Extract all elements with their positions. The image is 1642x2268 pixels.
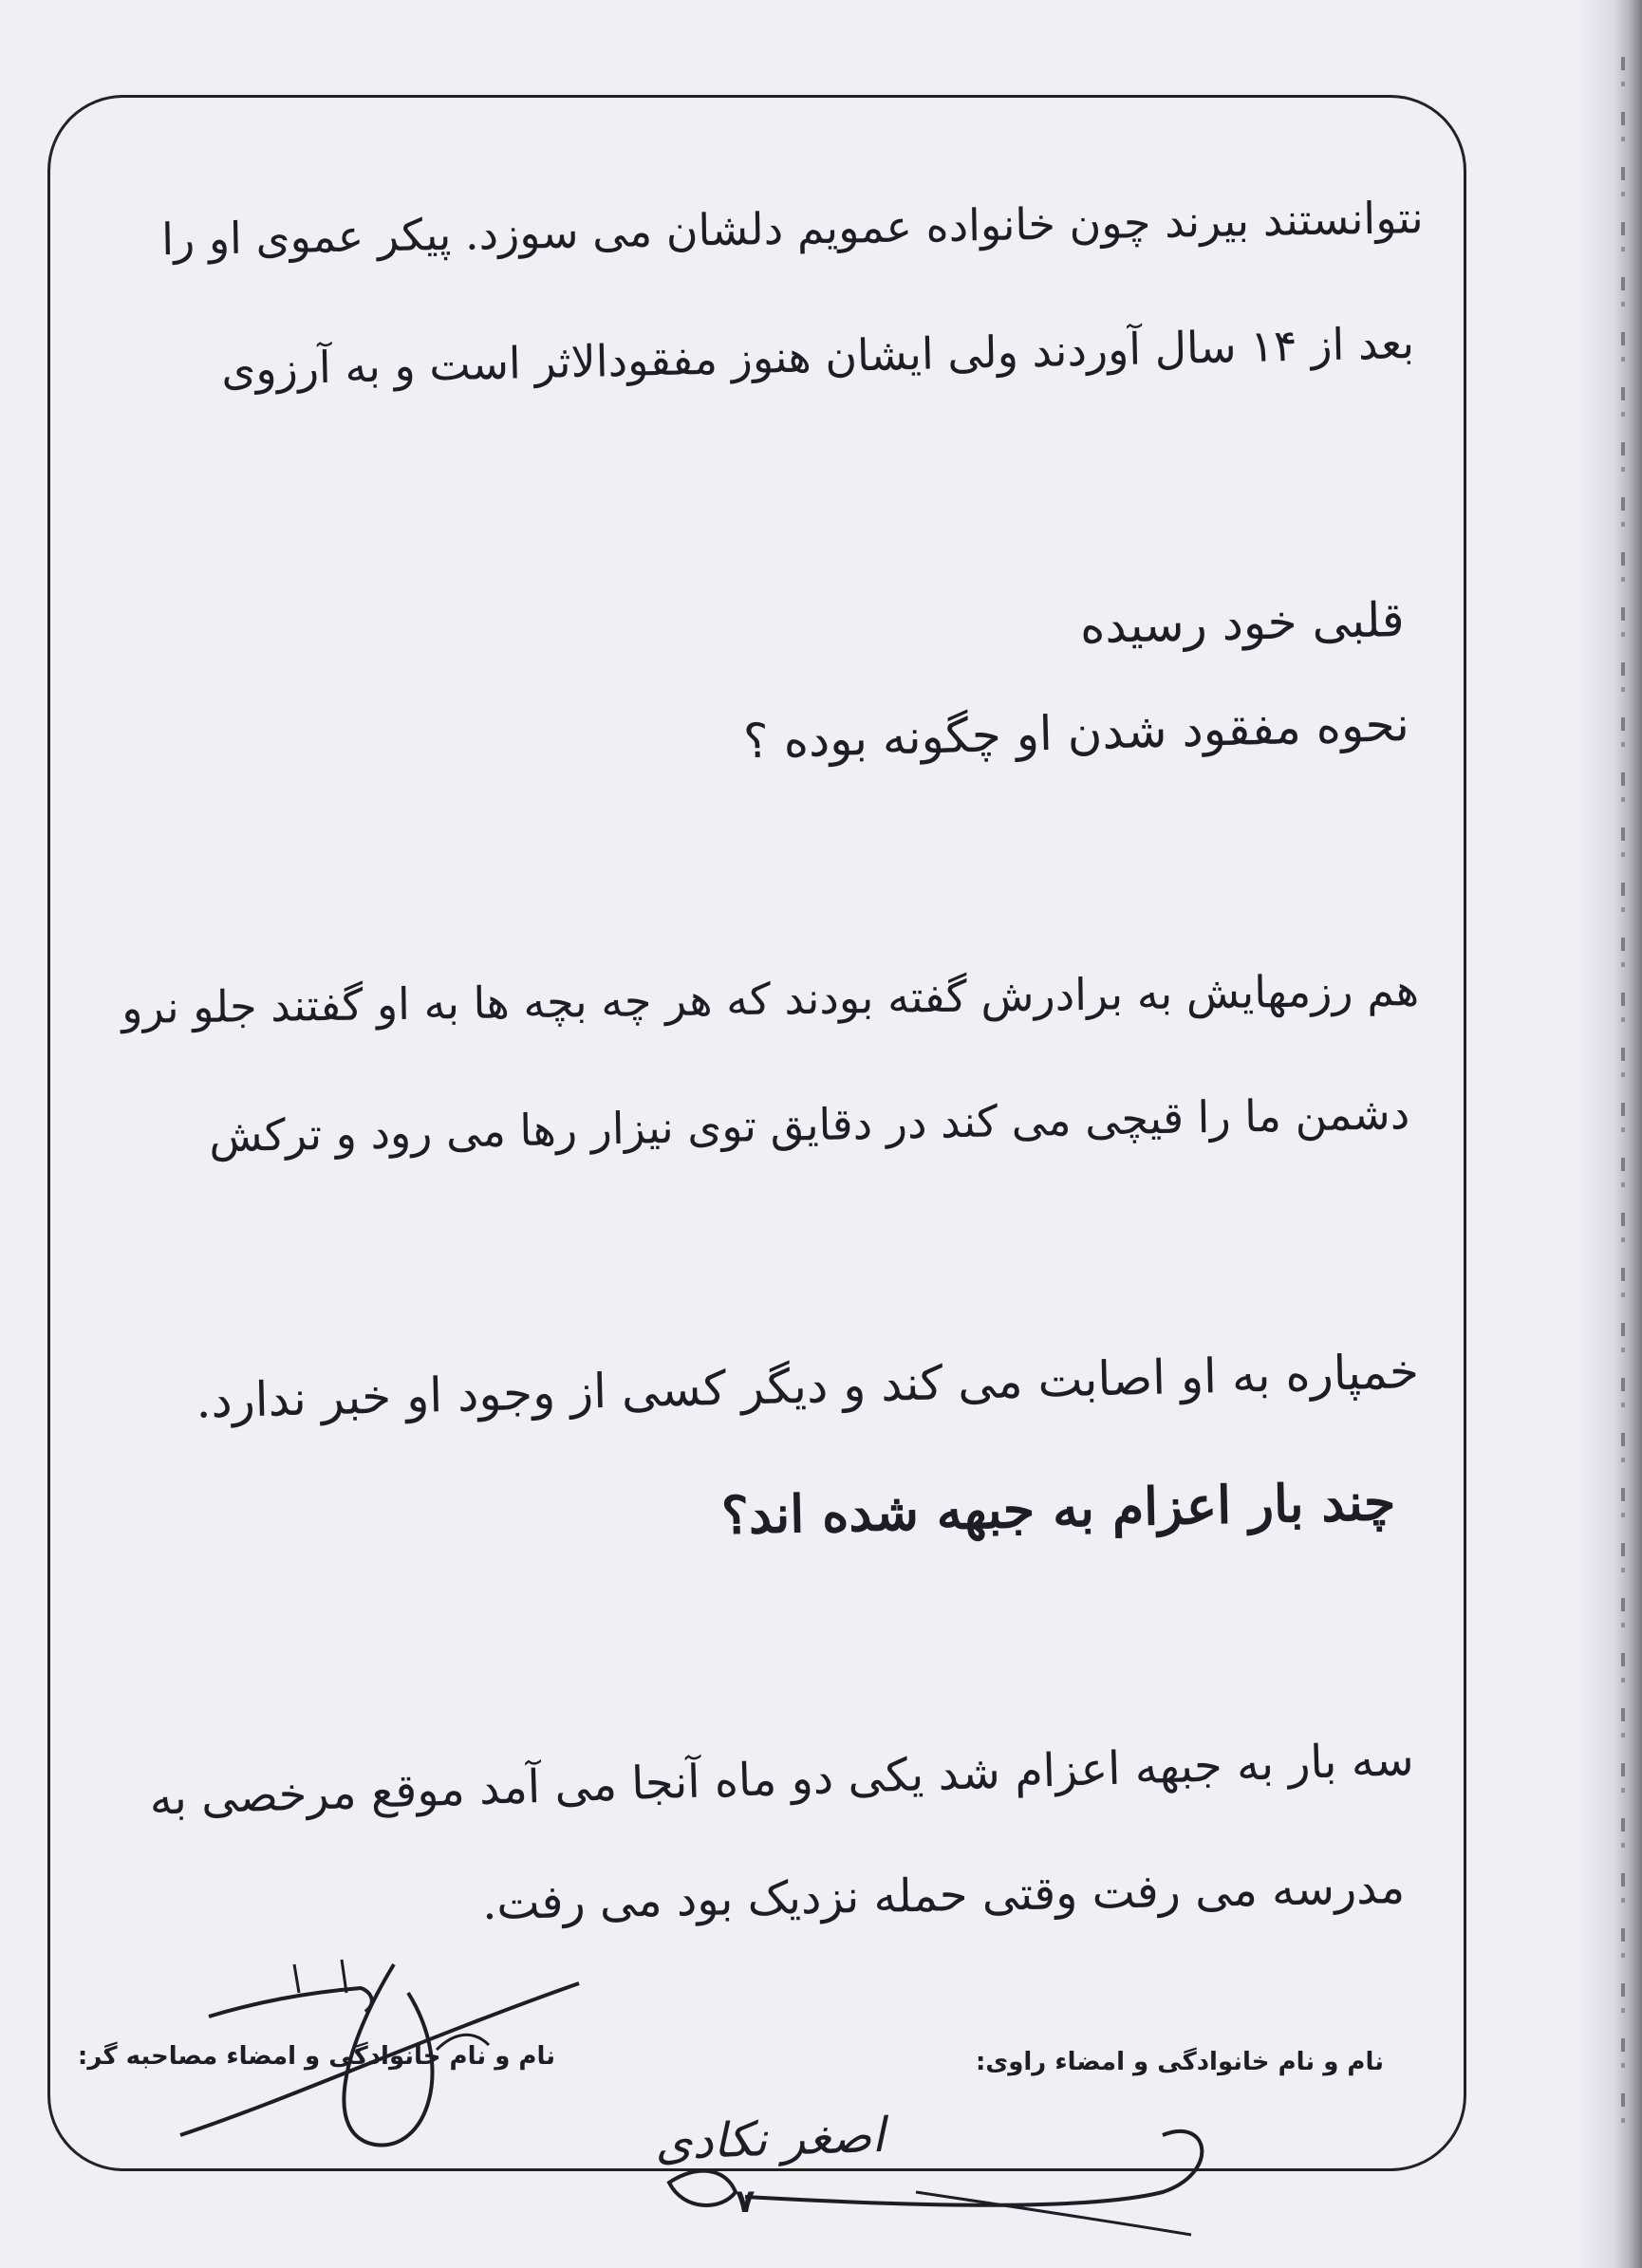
text-line-1: نتوانستند بیرند چون خانواده عمویم دلشان می سوزد. پیکر عموی او را (161, 192, 1425, 266)
narrator-signature-label: نام و نام خانوادگی و امضاء راوی: (976, 2048, 1384, 2076)
question-line-2: چند بار اعزام به جبهه شده اند؟ (720, 1471, 1396, 1546)
scan-edge-shadow (1576, 0, 1642, 2268)
text-line-3: قلبی خود رسیده (1079, 592, 1406, 655)
text-line-6: دشمن ما را قیچی می کند در دقایق توی نیزار رها می رود و ترکش (208, 1088, 1410, 1162)
scan-edge-streak (1621, 57, 1625, 2145)
text-line-9: سه بار به جبهه اعزام شد یکی دو ماه آنجا می آمد موقع مرخصی به (149, 1733, 1415, 1826)
text-line-5: هم رزمهایش به برادرش گفته بودند که هر چه بچه ها به او گفتند جلو نرو (121, 964, 1420, 1034)
text-line-10: مدرسه می رفت وقتی حمله نزدیک بود می رفت. (481, 1861, 1406, 1930)
text-line-7: خمپاره به او اصابت می کند و دیگر کسی از وجود او خبر ندارد. (195, 1344, 1420, 1429)
narrator-signature-name: اصغر نکادی (654, 2107, 886, 2171)
interviewer-signature-label: نام و نام خانوادگی و امضاء مصاحبه گر: (77, 2042, 555, 2071)
question-line-1: نحوه مفقود شدن او چگونه بوده ؟ (742, 697, 1410, 770)
page-number: ۷ (735, 2183, 756, 2221)
text-line-2: بعد از ۱۴ سال آوردند ولی ایشان هنوز مفقودالاثر است و به آرزوی (220, 317, 1415, 396)
